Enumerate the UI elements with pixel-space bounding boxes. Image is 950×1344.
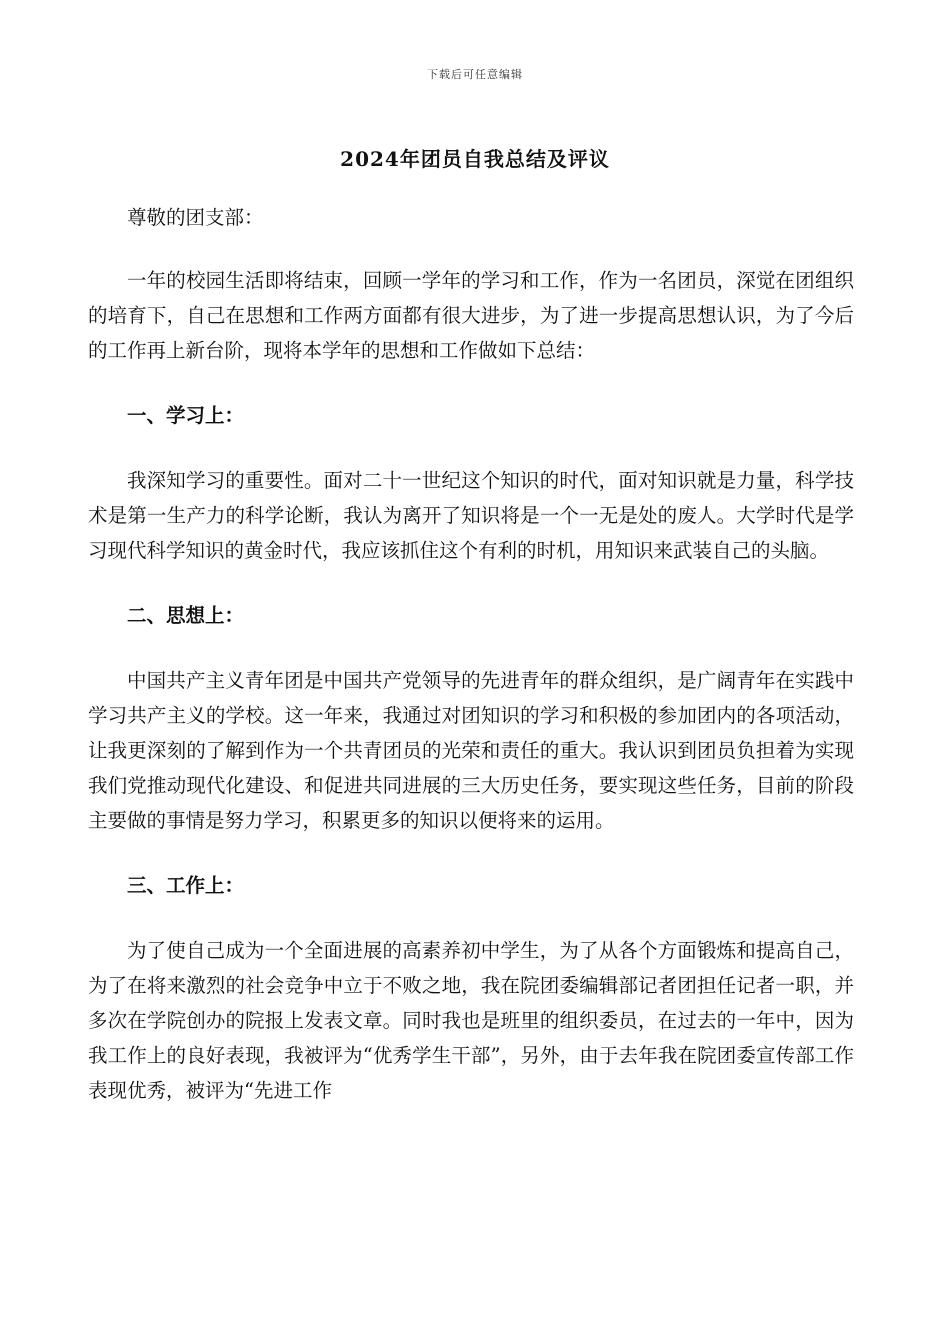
page-header-note: 下载后可任意编辑 (427, 68, 523, 81)
section-heading-work: 三、工作上： (127, 874, 245, 897)
section-body-work: 为了使自己成为一个全面进展的高素养初中学生，为了从各个方面锻炼和提高自己，为了在将来激烈的社会竞争中立于不败之地，我在院团委编辑部记者团担任记者一职，并多次在学院创办的院报上发表文章。同时我也是班里的组织委员，在过去的一年中，因为我工作上的良好表现，我被评为“优秀学生干部”，另外，由于去年我在院团委宣传部工作表现优秀，被评为“先进工作 (88, 939, 854, 1102)
section-body-thought: 中国共产主义青年团是中国共产党领导的先进青年的群众组织，是广阔青年在实践中学习共产主义的学校。这一年来，我通过对团知识的学习和积极的参加团内的各项活动，让我更深刻的了解到作为一个共青团员的光荣和责任的重大。我认识到团员负担着为实现我们党推动现代化建设、和促进共同进展的三大历史任务，要实现这些任务，目前的阶段主要做的事情是努力学习，积累更多的知识以便将来的运用。 (88, 669, 854, 832)
document-body (88, 200, 854, 1108)
intro-paragraph: 一年的校园生活即将结束，回顾一学年的学习和工作，作为一名团员，深觉在团组织的培育下，自己在思想和工作两方面都有很大进步，为了进一步提高思想认识，为了今后的工作再上新台阶，现将本学年的思想和工作做如下总结： (88, 269, 854, 362)
section-heading-thought: 二、思想上： (127, 604, 245, 627)
document-title: 2024年团员自我总结及评议 (340, 147, 610, 171)
salutation: 尊敬的团支部： (127, 206, 264, 229)
section-body-study: 我深知学习的重要性。面对二十一世纪这个知识的时代，面对知识就是力量，科学技术是第一生产力的科学论断，我认为离开了知识将是一个一无是处的废人。大学时代是学习现代科学知识的黄金时代，我应该抓住这个有利的时机，用知识来武装自己的头脑。 (88, 469, 854, 562)
section-heading-study: 一、学习上： (127, 404, 245, 427)
